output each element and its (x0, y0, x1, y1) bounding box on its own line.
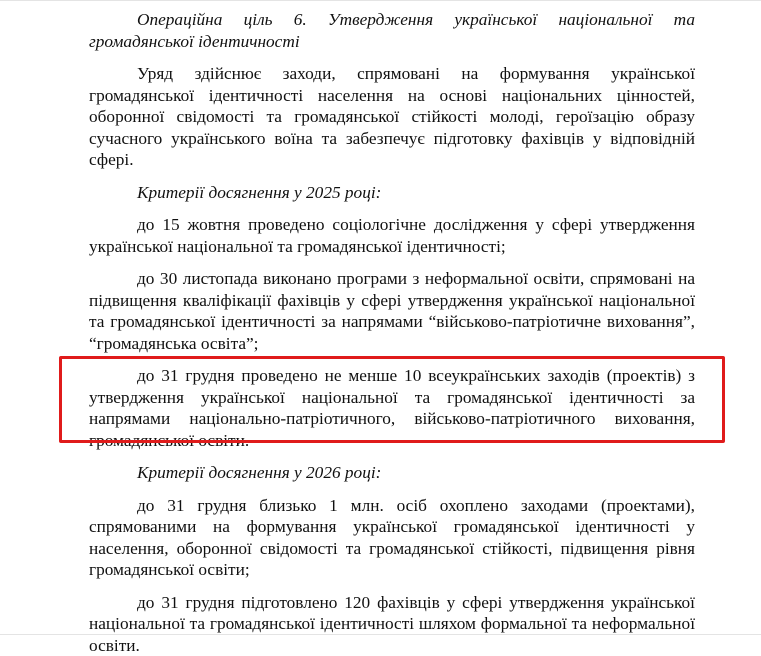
page-top-edge (0, 0, 761, 1)
criteria-2025-heading: Критерії досягнення у 2025 році: (89, 182, 695, 204)
section-heading: Операційна ціль 6. Утвердження української національної та громадянської ідентичності (89, 9, 695, 52)
criteria-2026-item-2: до 31 грудня підготовлено 120 фахівців у сфері утвердження української національної та громадянської ідентичності шляхом формальної та неформальної освіти. (89, 592, 695, 656)
criteria-2026-item-1: до 31 грудня близько 1 млн. осіб охоплено заходами (проектами), спрямованими на формування української громадянської ідентичності у населення, оборонної свідомості та громадянської стійкості, підвищення рівня громадянської освіти; (89, 495, 695, 581)
criteria-2025-item-3: до 31 грудня проведено не менше 10 всеукраїнських заходів (проектів) з утвердження української національної та громадянської ідентичності за напрямами національно-патріотичного, військово-патріотичного виховання, громадянської освіти. (89, 365, 695, 451)
criteria-2026-heading: Критерії досягнення у 2026 році: (89, 462, 695, 484)
intro-paragraph: Уряд здійснює заходи, спрямовані на формування української громадянської ідентичності населення на основі національних цінностей, оборонної свідомості та громадянської стійкості молоді, героїзацію образу сучасного українського воїна та забезпечує підготовку фахівців у відповідній сфері. (89, 63, 695, 171)
criteria-2025-item-2: до 30 листопада виконано програми з неформальної освіти, спрямовані на підвищення кваліфікації фахівців у сфері утвердження української національної та громадянської ідентичності за напрямами “військово-патріотичне виховання”, “громадянська освіта”; (89, 268, 695, 354)
criteria-2025-item-1: до 15 жовтня проведено соціологічне дослідження у сфері утвердження української національної та громадянської ідентичності; (89, 214, 695, 257)
page-bottom-edge (0, 634, 761, 635)
document-body (89, 9, 695, 656)
highlighted-criterion (89, 365, 695, 451)
